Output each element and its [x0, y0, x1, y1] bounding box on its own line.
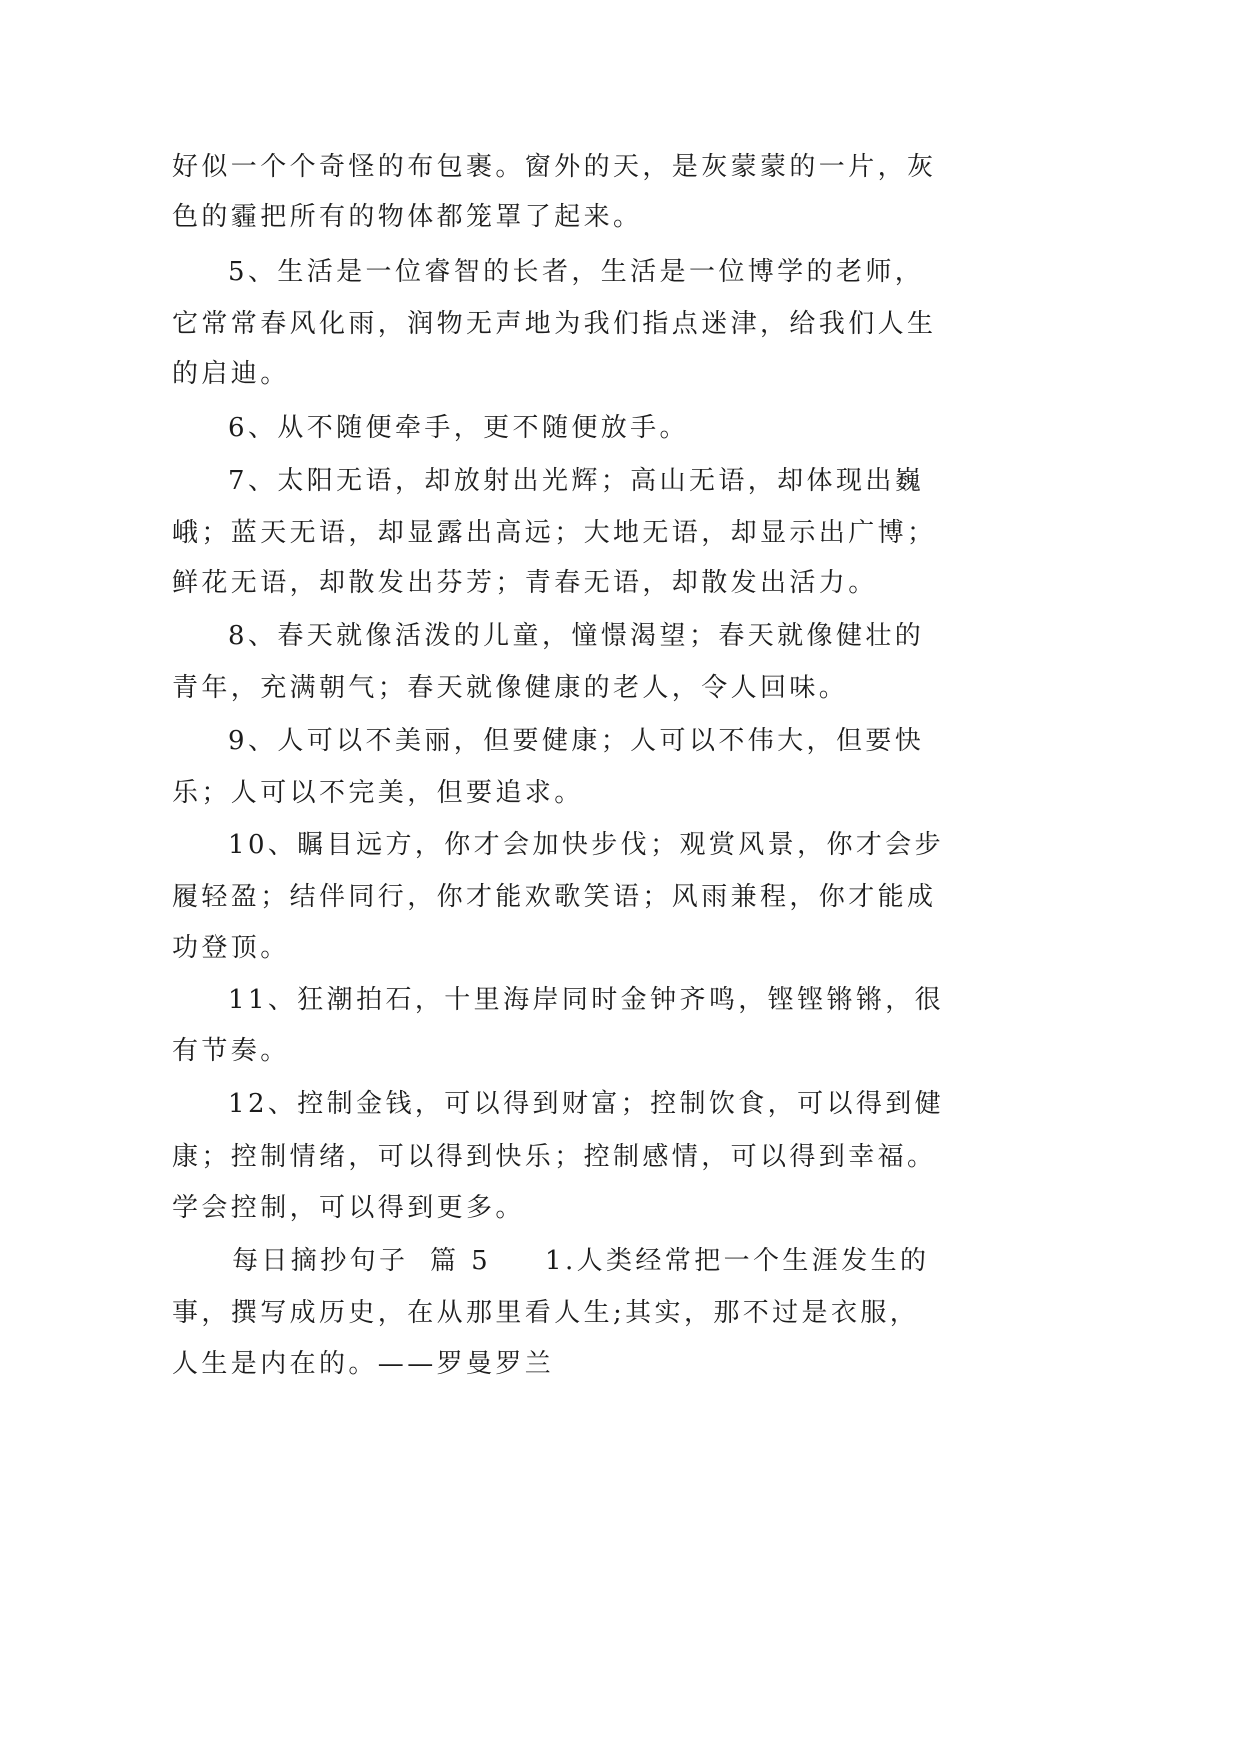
section-label: 篇 5 — [430, 1246, 492, 1276]
text-line: 12、控制金钱，可以得到财富；控制饮食，可以得到健 — [228, 1089, 945, 1119]
text-line: 有节奏。 — [172, 1036, 290, 1066]
text-line: 10、瞩目远方，你才会加快步伐；观赏风景，你才会步 — [228, 830, 945, 860]
section-heading-row — [0, 1243, 1241, 1279]
text-line: 青年，充满朝气；春天就像健康的老人，令人回味。 — [172, 673, 849, 703]
text-line: 9、人可以不美丽，但要健康；人可以不伟大，但要快 — [228, 726, 925, 756]
text-line: 康；控制情绪，可以得到快乐；控制感情，可以得到幸福。 — [172, 1142, 937, 1172]
text-line: 履轻盈；结伴同行，你才能欢歌笑语；风雨兼程，你才能成 — [172, 882, 937, 912]
text-line: 11、狂潮拍石，十里海岸同时金钟齐鸣，铿铿锵锵，很 — [228, 985, 945, 1015]
text-line: 峨；蓝天无语，却显露出高远；大地无语，却显示出广博； — [172, 518, 937, 548]
text-line: 1.人类经常把一个生涯发生的 — [545, 1246, 930, 1276]
text-line: 乐；人可以不完美，但要追求。 — [172, 778, 584, 808]
text-line: 事，撰写成历史，在从那里看人生;其实，那不过是衣服， — [172, 1298, 920, 1328]
text-line: 人生是内在的。——罗曼罗兰 — [172, 1349, 555, 1379]
text-line: 它常常春风化雨，润物无声地为我们指点迷津，给我们人生 — [172, 309, 937, 339]
text-line: 功登顶。 — [172, 933, 290, 963]
text-line: 6、从不随便牵手，更不随便放手。 — [228, 413, 689, 443]
text-line: 鲜花无语，却散发出芬芳；青春无语，却散发出活力。 — [172, 568, 878, 598]
text-line: 7、太阳无语，却放射出光辉；高山无语，却体现出巍 — [228, 466, 925, 496]
text-line: 色的霾把所有的物体都笼罩了起来。 — [172, 202, 643, 232]
section-title: 每日摘抄句子 — [232, 1246, 409, 1276]
text-line: 的启迪。 — [172, 359, 290, 389]
text-line: 学会控制，可以得到更多。 — [172, 1193, 525, 1223]
text-line: 5、生活是一位睿智的长者，生活是一位博学的老师， — [228, 257, 925, 287]
text-line: 好似一个个奇怪的布包裹。窗外的天，是灰蒙蒙的一片，灰 — [172, 152, 937, 182]
text-line: 8、春天就像活泼的儿童，憧憬渴望；春天就像健壮的 — [228, 621, 925, 651]
